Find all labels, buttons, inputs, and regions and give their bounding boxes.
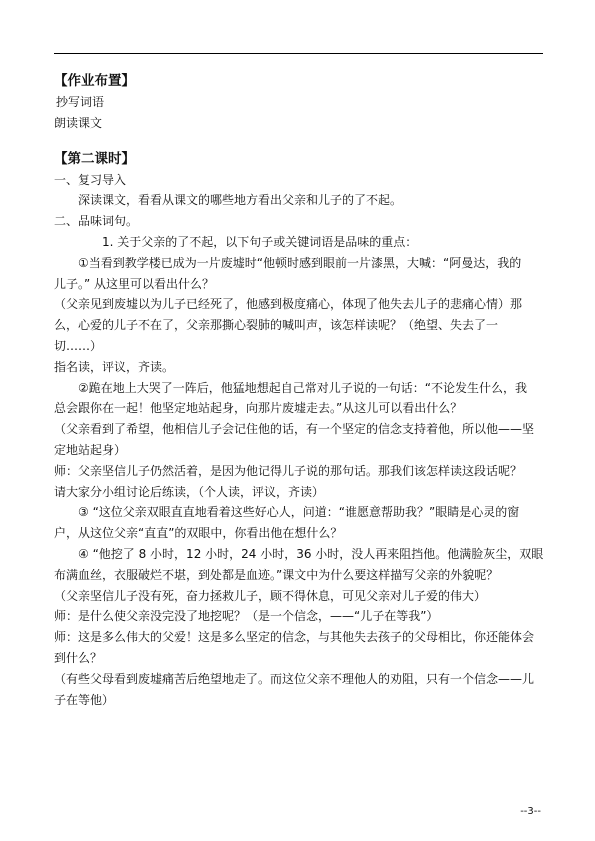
text-line: 深读课文，看看从课文的哪些地方看出父亲和儿子的了不起。 — [78, 193, 403, 208]
text-line: ③ “这位父亲双眼直直地看着这些好心人，问道：“谁愿意帮助我？”眼睛是心灵的窗 — [78, 505, 520, 520]
text-line: 指名读，评议，齐读。 — [54, 359, 175, 374]
text-line: 么，心爱的儿子不在了，父亲那撕心裂肺的喊叫声，该怎样读呢？（绝望、失去了一 — [54, 318, 499, 333]
text-line: 总会跟你在一起！他坚定地站起身，向那片废墟走去。”从这儿可以看出什么？ — [54, 401, 463, 416]
text-line: 子在等他） — [54, 692, 115, 707]
text-line: 朗读课文 — [54, 115, 103, 130]
text-line: 切……） — [54, 338, 103, 353]
section-gap — [54, 134, 544, 148]
text-line: 请大家分小组讨论后练读，（个人读，评议，齐读） — [54, 484, 325, 499]
page-number: --3-- — [520, 806, 541, 817]
section-heading-homework: 【作业布置】 — [54, 73, 135, 89]
text-line: 师：是什么使父亲没完没了地挖呢？（是一个信念，——“儿子在等我”） — [54, 609, 439, 624]
text-line: ①当看到教学楼已成为一片废墟时“他顿时感到眼前一片漆黑，大喊：“阿曼达，我的 — [78, 255, 522, 270]
text-line: 师：父亲坚信儿子仍然活着，是因为他记得儿子说的那句话。那我们该怎样读这段话呢？ — [54, 463, 523, 478]
section-heading-second-lesson: 【第二课时】 — [54, 150, 135, 167]
text-line: （父亲坚信儿子没有死，奋力拯救儿子，顾不得休息，可见父亲对儿子爱的伟大） — [54, 588, 487, 603]
text-line: 1. 关于父亲的了不起，以下句子或关键词语是品味的重点： — [102, 234, 418, 249]
text-line: ④ “他挖了 8 小时，12 小时，24 小时，36 小时，没人再来阻挡他。他满脸灰尘，双眼 — [78, 546, 544, 561]
text-line: 到什么？ — [54, 650, 103, 665]
text-line: 二、品味词句。 — [54, 214, 139, 229]
text-line: （父亲见到废墟以为儿子已经死了，他感到极度痛心，体现了他失去儿子的悲痛心情）那 — [54, 297, 523, 312]
text-line: 布满血丝，衣服破烂不堪，到处都是血迹。”课文中为什么要这样描写父亲的外貌呢？ — [54, 567, 499, 582]
text-line: 抄写词语 — [56, 95, 105, 109]
text-line: 师：这是多么伟大的父爱！这是多么坚定的信念，与其他失去孩子的父母相比，你还能体会 — [54, 630, 535, 645]
text-line: 户，从这位父亲“直直”的双眼中，你看出他在想什么？ — [54, 526, 343, 541]
section-second-lesson-body — [54, 170, 544, 711]
section-homework-body — [54, 92, 544, 134]
text-line: ②跪在地上大哭了一阵后，他猛地想起自己常对儿子说的一句话：“不论发生什么，我 — [78, 380, 527, 395]
text-line: 定地站起身） — [54, 442, 127, 457]
document-body — [54, 70, 544, 710]
header-rule — [54, 53, 543, 54]
text-line: 一、复习导入 — [54, 172, 127, 187]
text-line: 儿子。” 从这里可以看出什么？ — [54, 276, 215, 291]
text-line: （有些父母看到废墟痛苦后绝望地走了。而这位父亲不理他人的劝阻，只有一个信念——儿 — [54, 671, 535, 686]
text-line: （父亲看到了希望，他相信儿子会记住他的话，有一个坚定的信念支持着他，所以他——坚 — [54, 422, 535, 437]
